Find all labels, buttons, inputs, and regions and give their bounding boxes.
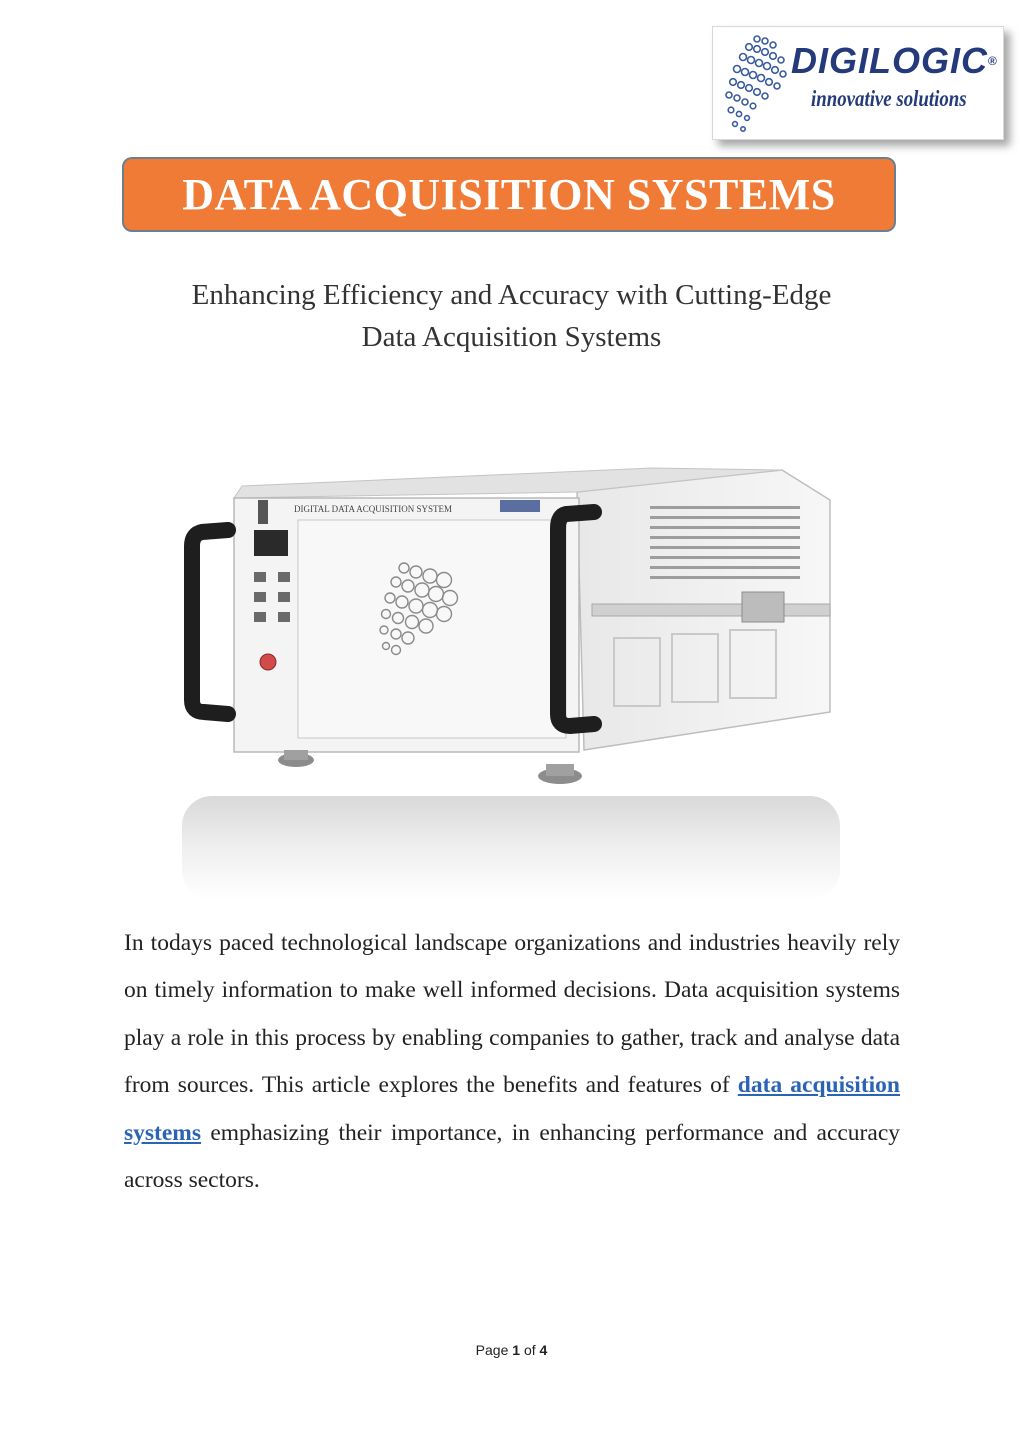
panel-label: DIGITAL DATA ACQUISITION SYSTEM: [294, 504, 452, 514]
subtitle-line-2: Data Acquisition Systems: [361, 321, 662, 353]
subtitle-line-1: Enhancing Efficiency and Accuracy with Cutting-Edge: [191, 279, 832, 311]
logo-dots-icon: [719, 31, 791, 137]
subtitle: [100, 274, 923, 358]
product-photo: [182, 420, 840, 900]
body-paragraph: [124, 920, 900, 1204]
company-logo: [712, 26, 1004, 140]
footer-total-pages: 4: [539, 1342, 548, 1358]
data-acquisition-systems-link[interactable]: data acquisition systems: [124, 1072, 901, 1146]
title-banner: [122, 157, 896, 232]
logo-tagline: innovative solutions: [811, 86, 967, 111]
footer-page-word: Page: [475, 1342, 509, 1358]
registered-mark: ®: [988, 54, 998, 68]
page-title: DATA ACQUISITION SYSTEMS: [182, 170, 836, 219]
footer-current-page: 1: [512, 1342, 521, 1358]
logo-wordmark: [791, 41, 997, 81]
body-text-end: emphasizing their importance, in enhancing performance and accuracy across sectors.: [124, 1119, 900, 1194]
page-footer: [0, 1342, 1023, 1358]
body-text-start: In todays paced technological landscape organizations and industries heavily rely on timely information to make well informed decisions. Data acquisition systems play a role in this process by enabling companies to gather, track and analyse data from sources. This article explores the benefits and features of: [124, 930, 900, 1099]
footer-of-word: of: [523, 1342, 536, 1358]
logo-wordmark-text: DIGILOGIC: [791, 40, 988, 81]
